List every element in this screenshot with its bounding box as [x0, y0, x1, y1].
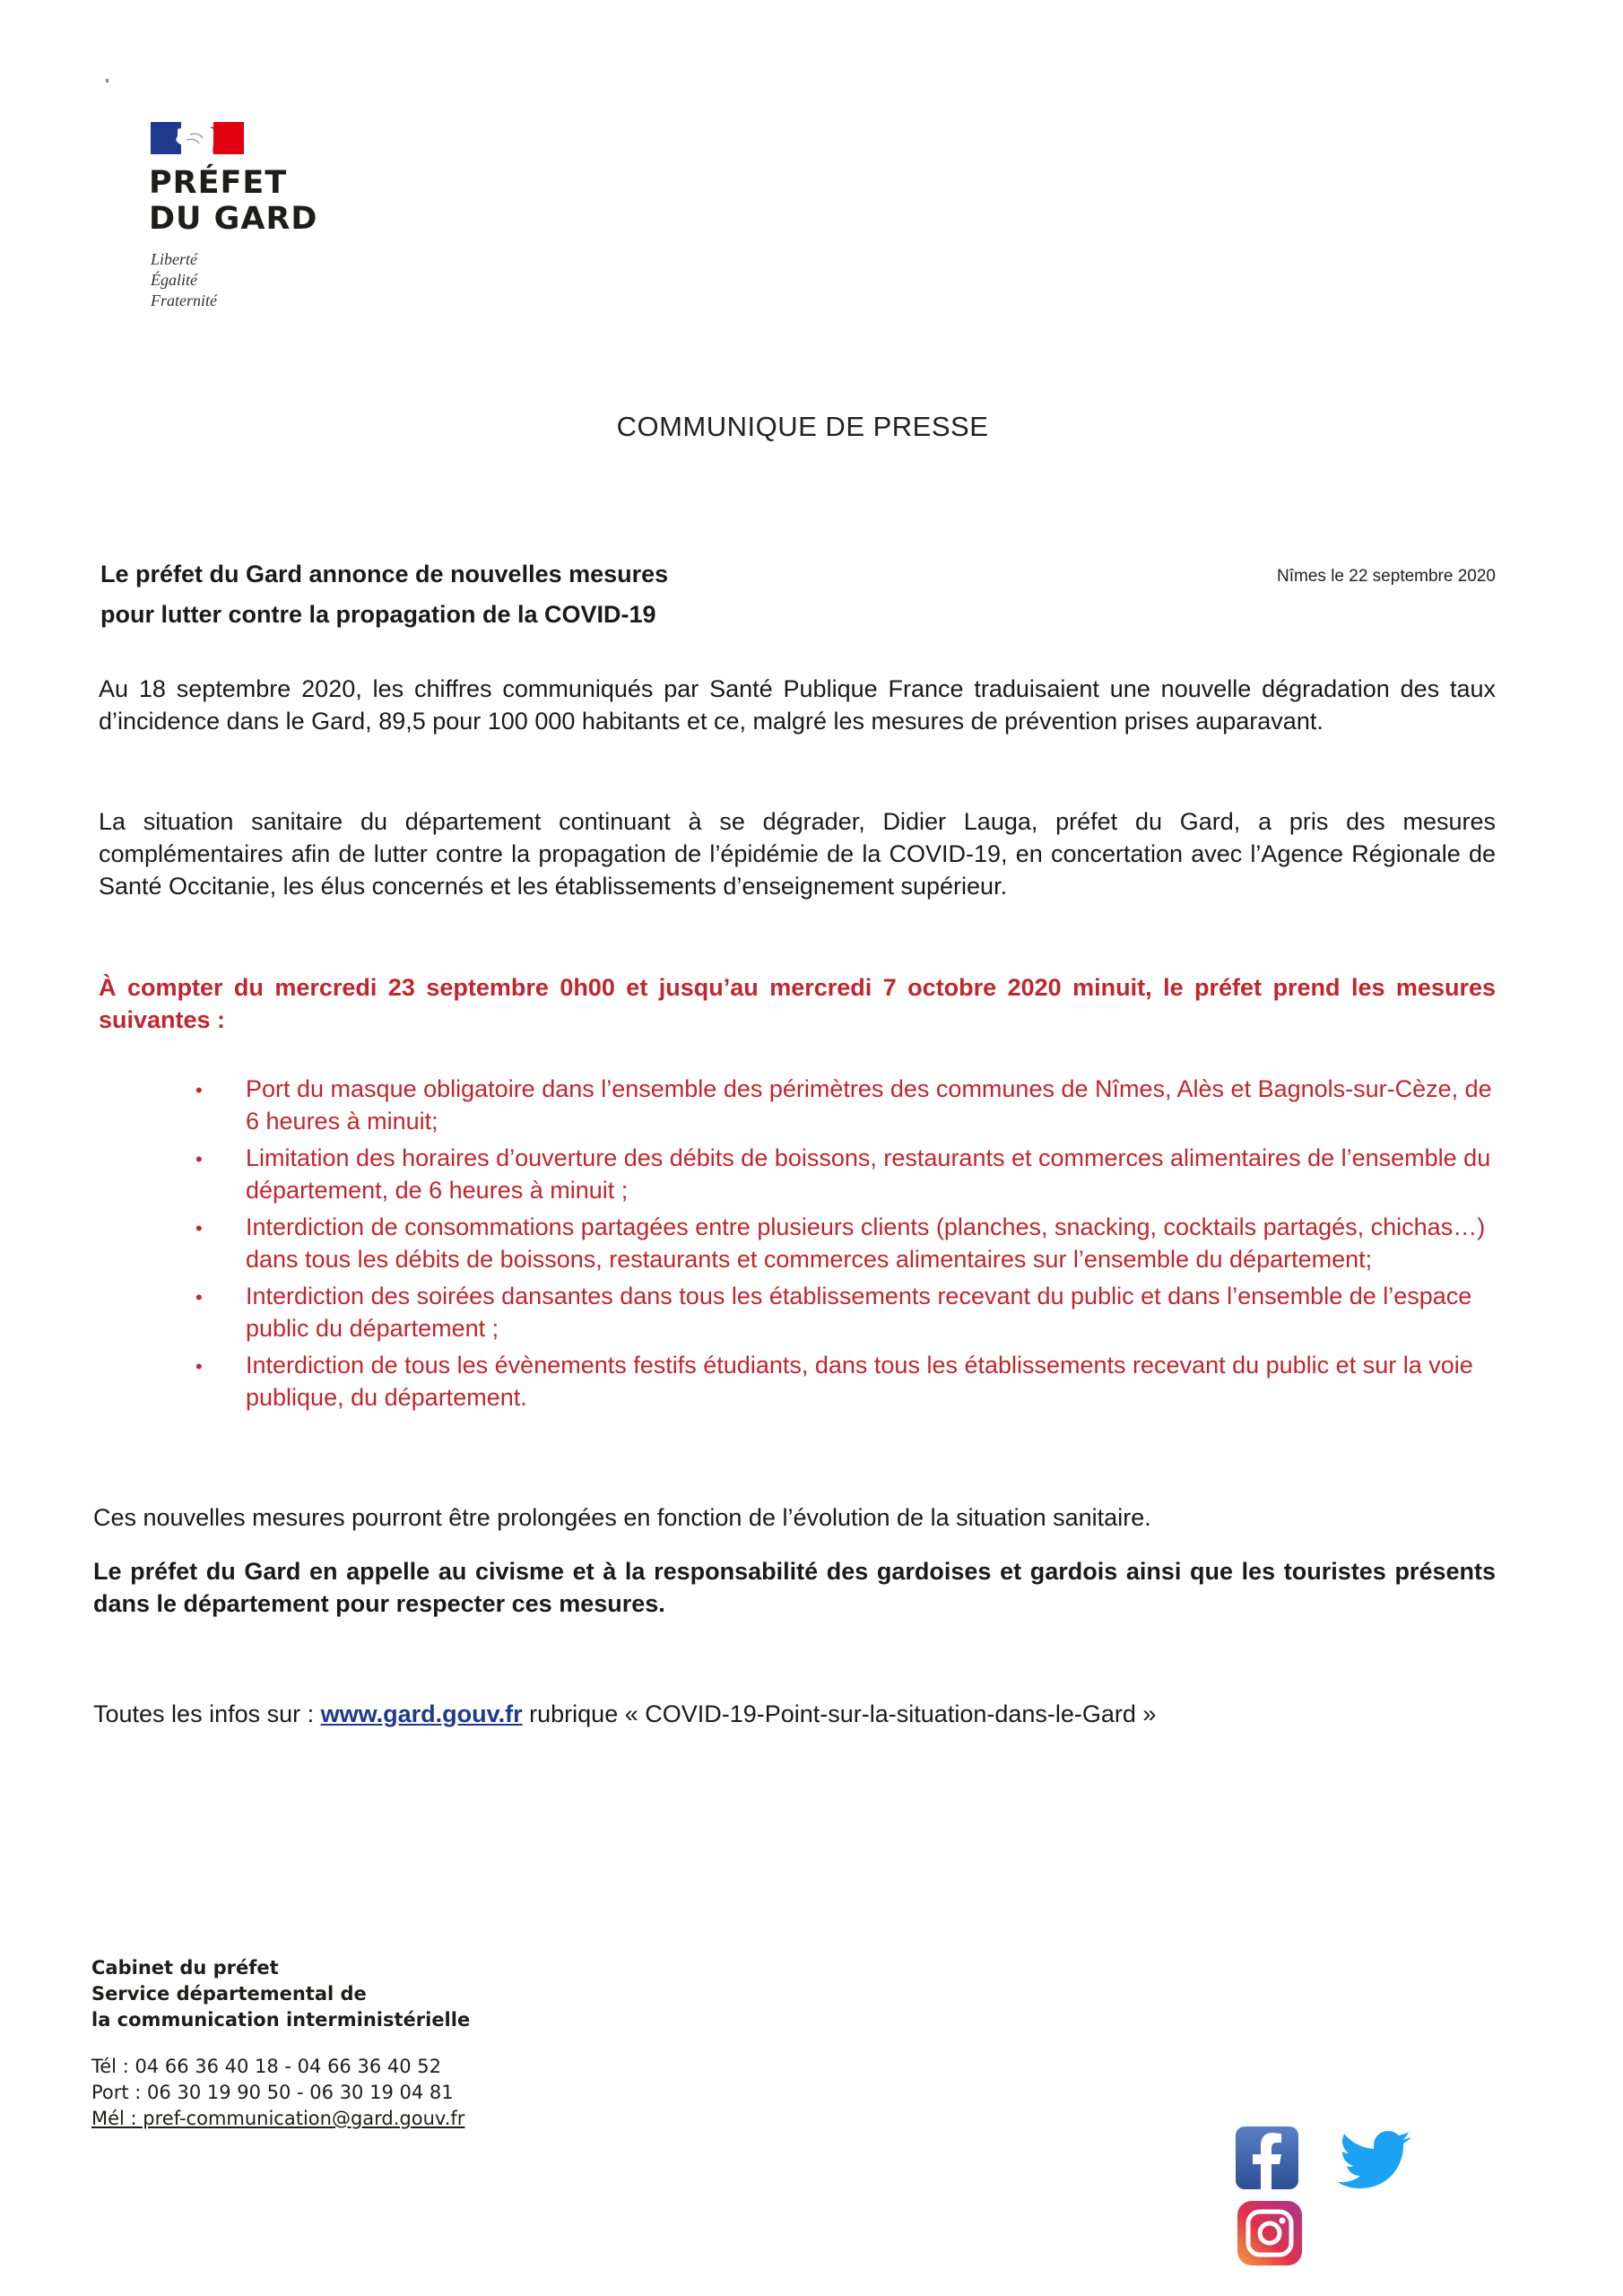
measures-list: [188, 1073, 1506, 1418]
bullet-icon: •: [195, 1355, 203, 1378]
website-link[interactable]: www.gard.gouv.fr: [320, 1700, 523, 1727]
bullet-icon: •: [195, 1286, 203, 1309]
measure-text: Port du masque obligatoire dans l’ensemble des périmètres des communes de Nîmes, Alès et Bagnols-sur-Cèze, de 6 heures à minuit;: [246, 1075, 1492, 1135]
contact-email[interactable]: Mél : pref-communication@gard.gouv.fr: [91, 2108, 465, 2129]
footer-service: Service départemental de: [91, 1983, 367, 2005]
paragraph-appeal: Le préfet du Gard en appelle au civisme et à la responsabilité des gardoises et gardois ainsi que les touristes présents dans le département pour respecter ces mesures.: [93, 1558, 1496, 1617]
infos-suffix: rubrique « COVID-19-Point-sur-la-situation-dans-le-Gard »: [522, 1700, 1157, 1727]
measure-text: Limitation des horaires d’ouverture des débits de boissons, restaurants et commerces alimentaires de l’ensemble du département, de 6 heures à minuit ;: [246, 1144, 1491, 1204]
list-item: [188, 1280, 1506, 1344]
paragraph-situation: La situation sanitaire du département continuant à se dégrader, Didier Lauga, préfet du Gard, a pris des mesures complémentaires afin de lutter contre la propagation de l’épidémie de la COVID-19, en concertation avec l’Agence Régionale de Santé Occitanie, les élus concernés et les établissements d’enseignement supérieur.: [99, 808, 1496, 900]
institution-name-line1: PRÉFET: [149, 165, 288, 201]
scan-mark: [106, 79, 108, 83]
instagram-icon[interactable]: [1237, 2201, 1302, 2266]
measures-announcement: À compter du mercredi 23 septembre 0h00 et jusqu’au mercredi 7 octobre 2020 minuit, le préfet prend les mesures suivantes :: [99, 974, 1496, 1033]
measure-text: Interdiction de consommations partagées entre plusieurs clients (planches, snacking, cocktails partagés, chichas…) dans tous les débits de boissons, restaurants et commerces alimentaires sur l’ensemble du département;: [246, 1213, 1486, 1273]
bullet-icon: •: [195, 1148, 203, 1170]
facebook-icon[interactable]: [1236, 2126, 1298, 2189]
measure-text: Interdiction de tous les évènements festifs étudiants, dans tous les établissements recevant du public et sur la voie publique, du département.: [246, 1352, 1473, 1411]
marianne-logo-icon: [151, 122, 244, 154]
list-item: [188, 1073, 1506, 1137]
bullet-icon: •: [195, 1217, 203, 1239]
bullet-icon: •: [195, 1079, 203, 1101]
motto-fraternite: Fraternité: [151, 291, 217, 309]
contact-telephone: Tél : 04 66 36 40 18 - 04 66 36 40 52: [91, 2056, 441, 2077]
subject-line-2: pour lutter contre la propagation de la COVID-19: [100, 601, 656, 628]
list-item: [188, 1142, 1506, 1206]
page-title: COMMUNIQUE DE PRESSE: [616, 411, 989, 442]
footer-communication: la communication interministérielle: [91, 2009, 471, 2031]
infos-prefix: Toutes les infos sur :: [93, 1700, 321, 1727]
list-item: [188, 1211, 1506, 1275]
document-date: Nîmes le 22 septembre 2020: [1277, 567, 1496, 586]
contact-mobile: Port : 06 30 19 90 50 - 06 30 19 04 81: [91, 2082, 454, 2103]
twitter-icon[interactable]: [1332, 2129, 1413, 2197]
list-item: [188, 1349, 1506, 1413]
paragraph-incidence: Au 18 septembre 2020, les chiffres communiqués par Santé Publique France traduisaient une nouvelle dégradation des taux d’incidence dans le Gard, 89,5 pour 100 000 habitants et ce, malgré les mesures de prévention prises auparavant.: [99, 675, 1496, 735]
footer-cabinet: Cabinet du préfet: [91, 1957, 279, 1979]
paragraph-extension: Ces nouvelles mesures pourront être prolongées en fonction de l’évolution de la situation sanitaire.: [93, 1504, 1151, 1531]
subject-line-1: Le préfet du Gard annonce de nouvelles mesures: [100, 561, 669, 587]
motto-liberte: Liberté: [151, 250, 197, 268]
motto-egalite: Égalité: [151, 271, 197, 289]
infos-line: [93, 1698, 1156, 1730]
measure-text: Interdiction des soirées dansantes dans tous les établissements recevant du public et dans l’ensemble de l’espace public du département ;: [246, 1283, 1472, 1342]
institution-name-line2: DU GARD: [149, 201, 318, 237]
